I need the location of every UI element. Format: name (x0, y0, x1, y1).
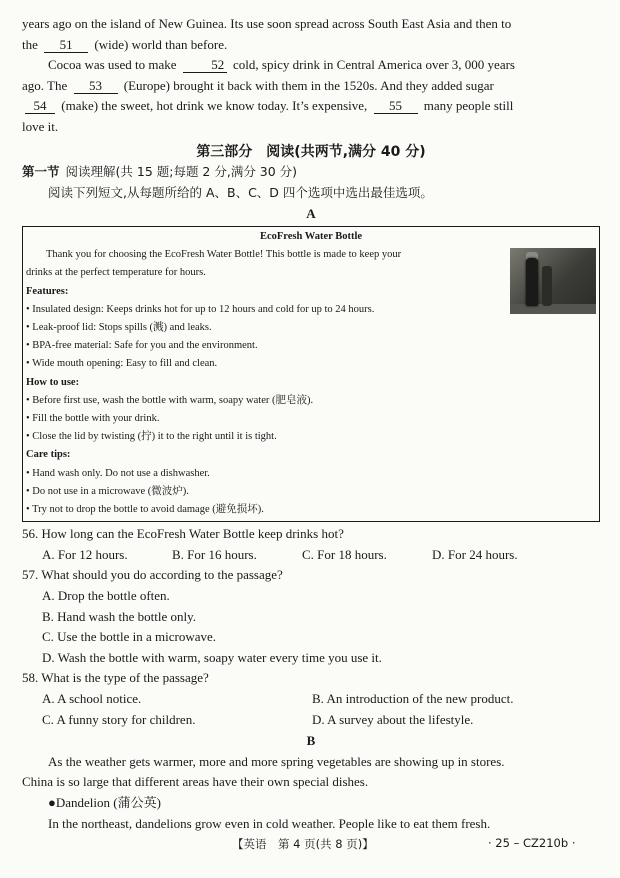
howto-heading: How to use: (26, 376, 80, 388)
features-heading: Features: (26, 285, 69, 297)
howto-item: • Close the lid by twisting (拧) it to the right until it is tight. (26, 431, 277, 443)
cloze-line: the 51 (wide) world than before. (22, 36, 228, 52)
option-d: D. A survey about the lifestyle. (312, 711, 474, 727)
section-one-title: 第一节 阅读理解(共 15 题;每题 2 分,满分 30 分) (22, 164, 298, 180)
option-d: D. Wash the bottle with warm, soapy water every time you use it. (42, 649, 382, 665)
question-58-options (22, 689, 600, 710)
bottle-photo (510, 248, 596, 314)
passage-b-line: In the northeast, dandelions grow even in cold weather. People like to eat them fresh. (48, 815, 491, 831)
option-b: B. Hand wash the bottle only. (42, 608, 197, 624)
care-item: • Try not to drop the bottle to avoid damage (避免损坏). (26, 503, 264, 515)
passage-b-line: China is so large that different areas have their own special dishes. (22, 774, 369, 790)
passage-b-line: As the weather gets warmer, more and more spring vegetables are showing up in stores. (48, 753, 505, 769)
question-56: 56. How long can the EcoFresh Water Bottle keep drinks hot? (22, 526, 344, 542)
blank-53: 53 (74, 78, 118, 94)
care-item: • Do not use in a microwave (微波炉). (26, 485, 189, 497)
option-c: C. A funny story for children. (42, 711, 196, 727)
passage-a-letter: A (306, 206, 316, 222)
question-57: 57. What should you do according to the passage? (22, 567, 283, 583)
blank-55: 55 (374, 98, 418, 114)
blank-54: 54 (25, 98, 55, 114)
option-a: A. Drop the bottle often. (42, 587, 170, 603)
care-heading: Care tips: (26, 449, 71, 461)
howto-item: • Fill the bottle with your drink. (26, 412, 160, 424)
option-b: B. An introduction of the new product. (312, 690, 514, 706)
cloze-line: 54 (make) the sweet, hot drink we know today. It’s expensive, 55 many people still (22, 96, 600, 117)
part-three-title: 第三部分 阅读(共两节,满分 40 分) (196, 143, 426, 160)
feature-item: • Leak-proof lid: Stops spills (溅) and leaks. (26, 321, 212, 333)
dandelion-heading: ●Dandelion (蒲公英) (48, 794, 161, 810)
option-c: C. Use the bottle in a microwave. (42, 629, 217, 645)
page-number: 【英语 第 4 页(共 8 页)】 (232, 837, 374, 851)
paper-code: · 25 – CZ210b · (488, 836, 576, 850)
option-c: C. For 18 hours. (302, 546, 387, 562)
product-info-box (22, 226, 600, 522)
passage-b-letter: B (306, 733, 316, 749)
question-58: 58. What is the type of the passage? (22, 670, 209, 686)
product-title: EcoFresh Water Bottle (259, 230, 363, 242)
option-a: A. A school notice. (42, 690, 142, 706)
option-d: D. For 24 hours. (432, 546, 518, 562)
product-intro: Thank you for choosing the EcoFresh Water Bottle! This bottle is made to keep your (46, 249, 402, 261)
question-56-options (22, 545, 600, 566)
question-58-options (22, 710, 600, 731)
feature-item: • Wide mouth opening: Easy to fill and clean. (26, 358, 218, 370)
cloze-line: Cocoa was used to make 52 cold, spicy drink in Central America over 3, 000 years (48, 57, 515, 73)
exam-page (22, 14, 600, 834)
cloze-line: years ago on the island of New Guinea. Its use soon spread across South East Asia and then to (22, 16, 512, 31)
feature-item: • Insulated design: Keeps drinks hot for up to 12 hours and cold for up to 24 hours. (26, 303, 375, 315)
section-instruction: 阅读下列短文,从每题所给的 A、B、C、D 四个选项中选出最佳选项。 (48, 184, 433, 200)
blank-51: 51 (44, 37, 88, 53)
cloze-line: ago. The 53 (Europe) brought it back with them in the 1520s. And they added sugar (22, 77, 494, 93)
care-item: • Hand wash only. Do not use a dishwasher. (26, 467, 210, 479)
blank-52: 52 (183, 57, 227, 73)
product-intro: drinks at the perfect temperature for hours. (26, 267, 206, 279)
option-b: B. For 16 hours. (172, 546, 257, 562)
cloze-line: love it. (22, 118, 59, 134)
howto-item: • Before first use, wash the bottle with warm, soapy water (肥皂液). (26, 394, 314, 406)
option-a: A. For 12 hours. (42, 546, 128, 562)
feature-item: • BPA-free material: Safe for you and the environment. (26, 340, 258, 352)
